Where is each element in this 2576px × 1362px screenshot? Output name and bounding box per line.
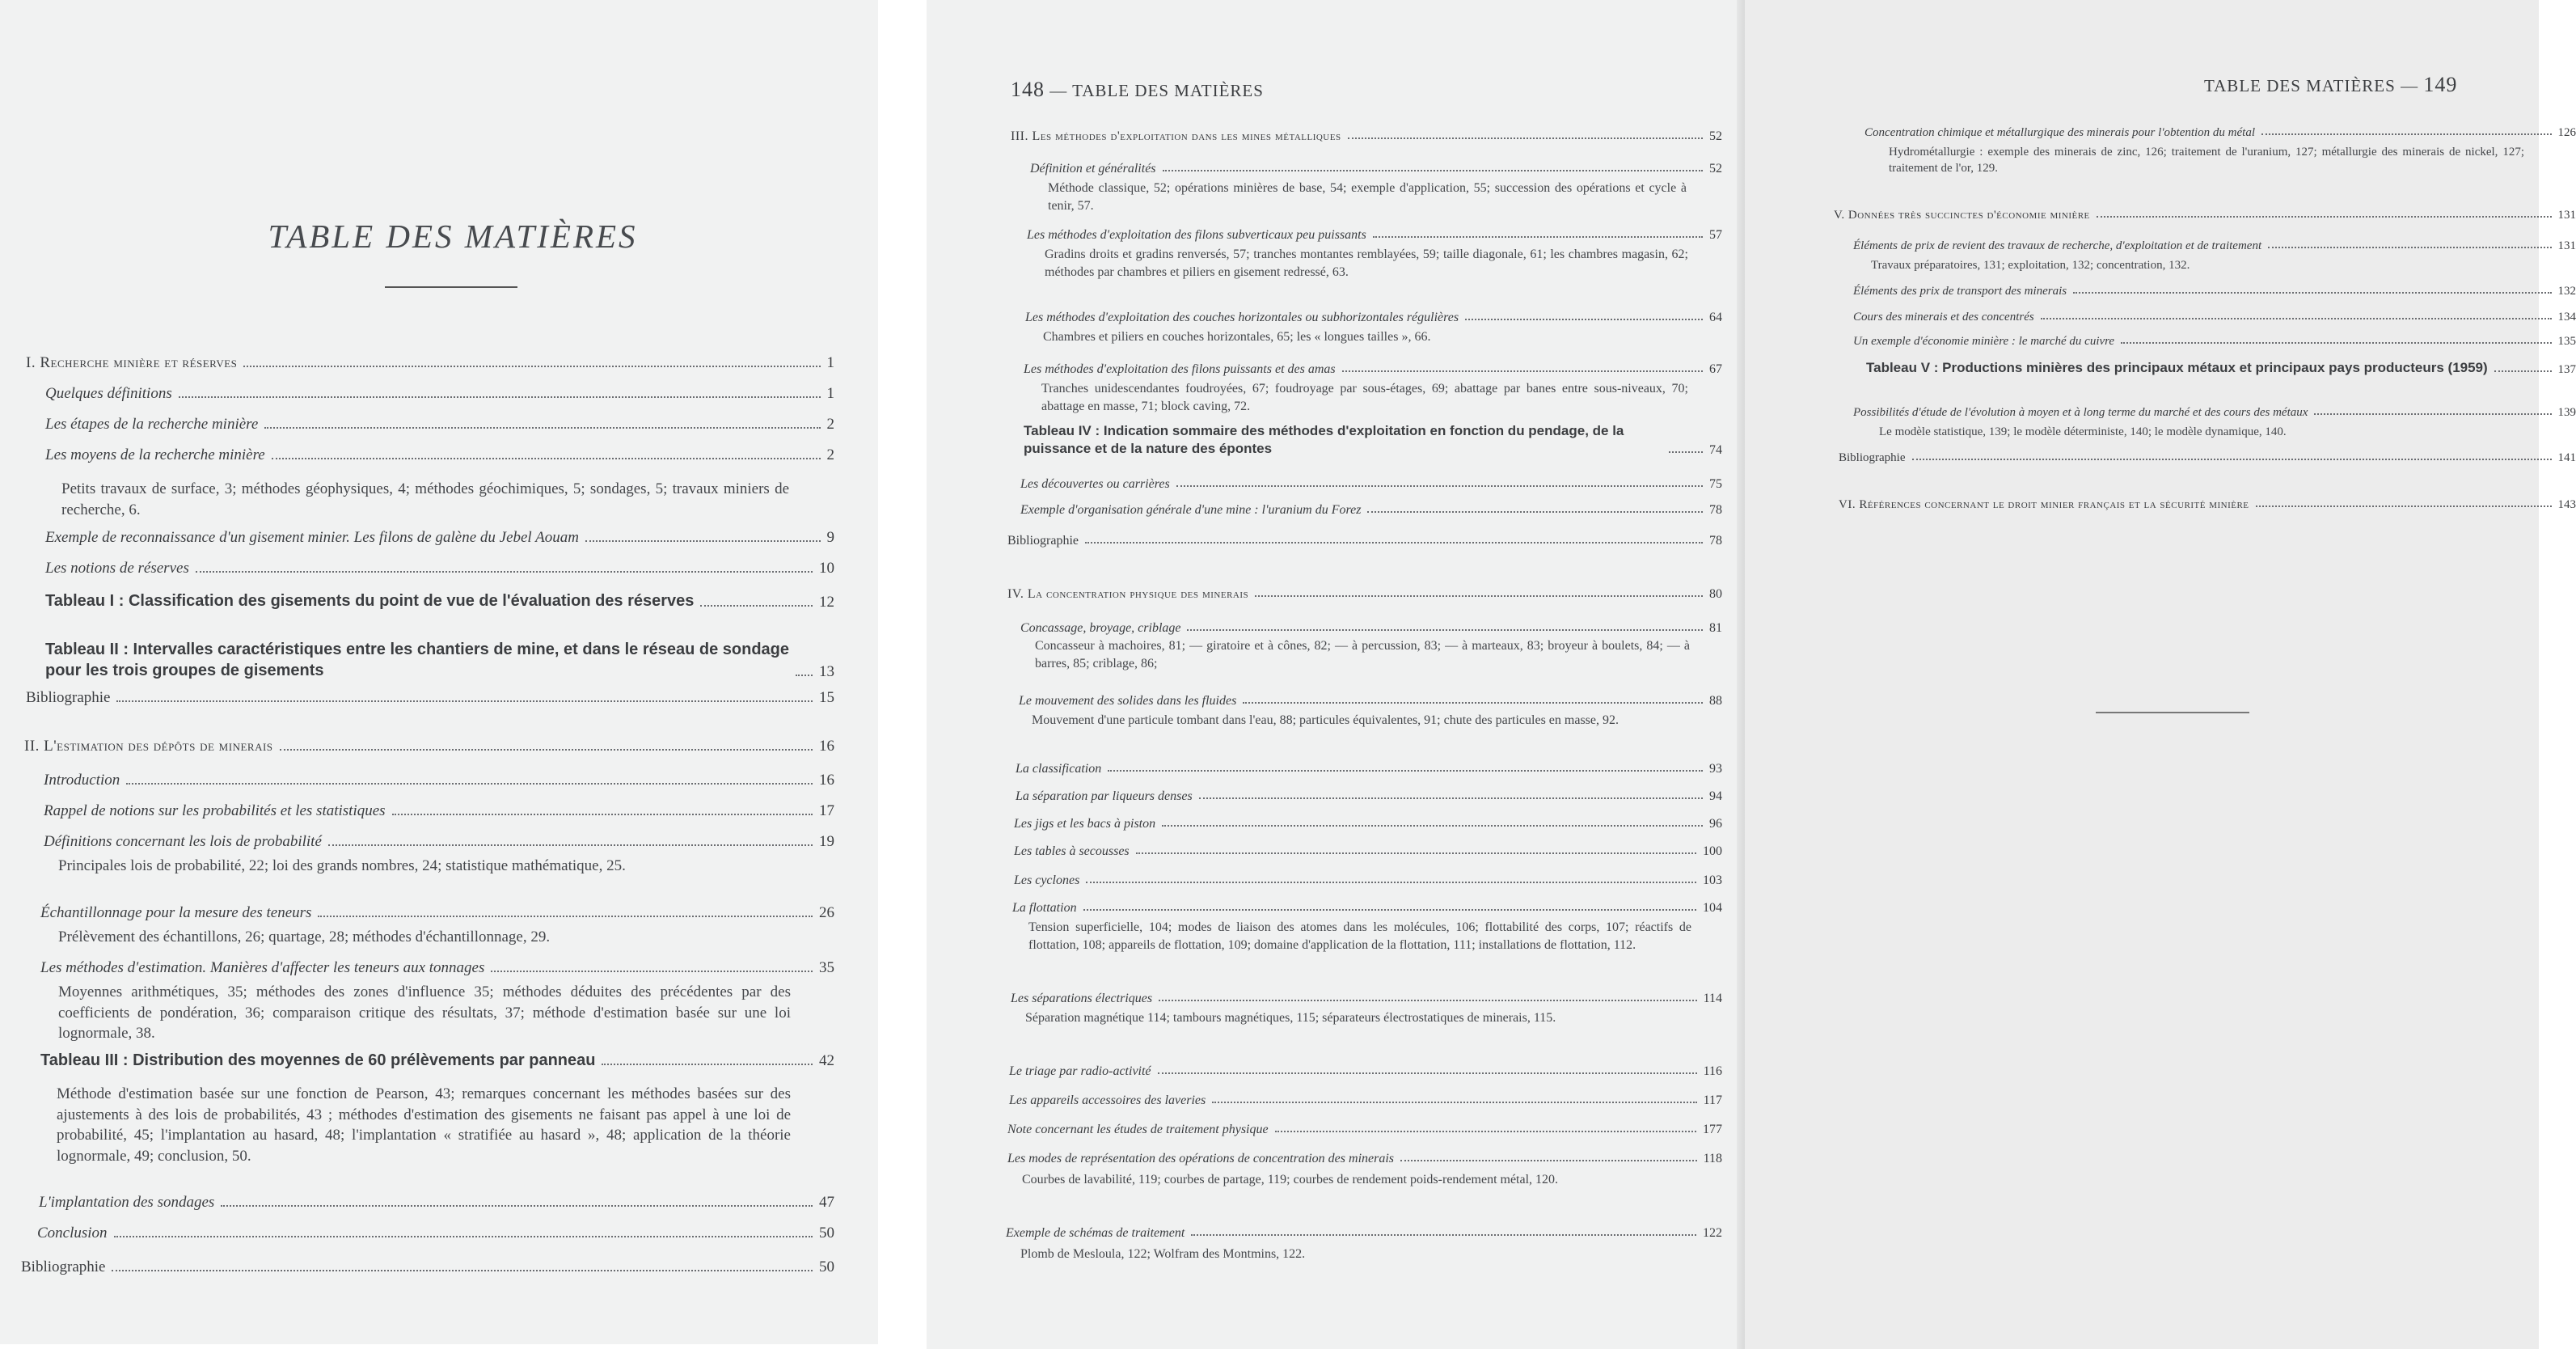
toc-item (1030, 162, 1722, 176)
toc-page: 96 (1709, 817, 1722, 831)
toc-label: Possibilités d'étude de l'évolution à moyen et à long terme du marché et des cours des métaux (1853, 406, 2308, 419)
toc-page: 103 (1703, 873, 1722, 887)
toc-page: 94 (1709, 789, 1722, 803)
toc-label: IV. La concentration physique des minerais (1007, 587, 1249, 601)
dot-leader (1348, 137, 1703, 139)
toc-page: 50 (819, 1258, 834, 1275)
toc-page: 50 (819, 1225, 834, 1241)
dot-leader (272, 458, 821, 459)
toc-page: 47 (819, 1194, 834, 1211)
dot-leader (1085, 542, 1703, 544)
dot-leader (1373, 236, 1703, 238)
toc-label: Tableau I : Classification des gisements du point de vue de l'évaluation des réserves (45, 592, 695, 610)
toc-label: Les découvertes ou carrières (1020, 477, 1170, 491)
toc-item (1016, 762, 1722, 776)
dot-leader (602, 1064, 813, 1065)
dot-leader (2121, 342, 2551, 344)
toc-label: V. Données très succinctes d'économie minière (1834, 209, 2090, 222)
toc-label: Concassage, broyage, criblage (1020, 621, 1181, 635)
toc-page: 57 (1709, 228, 1722, 242)
toc-label: Note concernant les études de traitement physique (1007, 1123, 1269, 1136)
toc-subnote: Plomb de Mesloula, 122; Wolfram des Montmins, 122. (1020, 1247, 1306, 1261)
toc-subnote: Méthode d'estimation basée sur une fonction de Pearson, 43; remarques concernant les méthodes basées sur des ajustements à des lois de probabilités, 43 ; méthodes d'estimation des gisements ne faisant pas appel à une loi de probabilité, 45; l'implantation au hasard, 48; l'implantation « stratifiée au hasard », 48; application de la théorie lognormale, 49; conclusion, 50. (57, 1085, 791, 1165)
toc-label: La séparation par liqueurs denses (1016, 789, 1193, 803)
toc-subnote: Prélèvement des échantillons, 26; quartage, 28; méthodes d'échantillonnage, 29. (58, 928, 551, 945)
toc-label: Les méthodes d'exploitation des filons puissants et des amas (1024, 362, 1336, 376)
dot-leader (1342, 370, 1703, 372)
toc-page: 2 (826, 416, 834, 433)
toc-subnote: Le modèle statistique, 139; le modèle déterministe, 140; le modèle dynamique, 140. (1879, 425, 2287, 438)
toc-label: Les méthodes d'exploitation des filons subverticaux peu puissants (1027, 228, 1366, 242)
toc-section-6 (1839, 498, 2576, 512)
toc-item (1014, 844, 1722, 859)
toc-item (1020, 477, 1722, 492)
toc-page: 42 (819, 1052, 834, 1069)
dot-leader (796, 675, 813, 676)
toc-page: 137 (2557, 363, 2576, 377)
toc-section-3 (1011, 129, 1722, 144)
toc-label: Définition et généralités (1030, 162, 1156, 176)
dot-leader (1275, 1131, 1696, 1132)
toc-page: 74 (1709, 443, 1722, 458)
toc-label: Les jigs et les bacs à piston (1014, 817, 1156, 831)
toc-subnote: Tension superficielle, 104; modes de liaison des atomes dans les molécules, 106; flottabilité des corps, 107; réactifs de flottation, 108; appareils de flottation, 109; domaine d'application de la flottation, 111; installations de flottation, 112. (1028, 920, 1691, 952)
dot-leader (1465, 319, 1703, 320)
toc-item (44, 772, 834, 789)
toc-bibliography (21, 1258, 834, 1276)
toc-section-4 (1007, 587, 1722, 602)
toc-page: 126 (2557, 126, 2576, 139)
toc-page: 93 (1709, 762, 1722, 776)
toc-subnote: Méthode classique, 52; opérations minières de base, 54; exemple d'application, 55; succession des opérations et cycle à tenir, 57. (1048, 181, 1687, 213)
toc-subnote: Gradins droits et gradins renversés, 57; tranches montantes remblayées, 59; taille diagonale, 61; les chambres magasin, 62; méthodes par chambres et piliers en gisement redressé, 63. (1045, 247, 1688, 279)
dot-leader (1400, 1160, 1697, 1161)
toc-page: 134 (2557, 311, 2576, 324)
toc-label: Les modes de représentation des opérations de concentration des minerais (1007, 1152, 1395, 1165)
dot-leader (1163, 170, 1703, 171)
toc-label: II. L'estimation des dépôts de minerais (24, 738, 273, 755)
toc-page: 81 (1709, 621, 1722, 635)
toc-item (1014, 817, 1722, 831)
toc-subnote: Mouvement d'une particule tombant dans l'eau, 88; particules équivalentes, 91; chute des particules en masse, 92. (1032, 713, 1619, 727)
right-page (1745, 0, 2576, 1349)
toc-page: 88 (1709, 694, 1722, 708)
toc-page: 26 (819, 904, 834, 921)
toc-page: 104 (1703, 901, 1722, 915)
dot-leader (2494, 370, 2552, 372)
toc-page: 139 (2557, 406, 2576, 419)
toc-label: III. Les méthodes d'exploitation dans les mines métalliques (1011, 129, 1341, 143)
toc-page: 15 (819, 689, 834, 706)
toc-label: Les méthodes d'estimation. Manières d'affecter les teneurs aux tonnages (40, 959, 485, 976)
dot-leader (1083, 909, 1696, 911)
toc-label: Échantillonnage pour la mesure des teneurs (40, 904, 312, 921)
toc-label: Éléments de prix de revient des travaux de recherche, d'exploitation et de traitement (1853, 239, 2262, 252)
toc-page: 10 (819, 560, 834, 577)
toc-page: 135 (2557, 335, 2576, 348)
dot-leader (2041, 318, 2552, 319)
toc-subnote: Petits travaux de surface, 3; méthodes géophysiques, 4; méthodes géochimiques, 5; sondages, 5; travaux miniers de recherche, 6. (61, 480, 789, 518)
toc-subnote: Tranches unidescendantes foudroyées, 67; foudroyage par sous-étages, 69; abattage par banes entre sous-niveaux, 70; abattage en masse, 71; block caving, 72. (1041, 382, 1688, 413)
toc-page: 35 (819, 959, 834, 976)
dot-leader (280, 749, 813, 751)
dot-leader (1912, 459, 2552, 460)
toc-page: 52 (1709, 162, 1722, 176)
toc-item (1012, 901, 1722, 916)
toc-label: Les méthodes d'exploitation des couches horizontales ou subhorizontales régulières (1025, 311, 1459, 324)
dot-leader (318, 916, 813, 917)
left-page (0, 0, 878, 1344)
toc-item (1007, 1152, 1722, 1166)
toc-item (1019, 694, 1722, 708)
dot-leader (328, 844, 813, 846)
dot-leader (700, 605, 813, 607)
toc-page: 131 (2557, 209, 2576, 222)
toc-page: 16 (819, 738, 834, 755)
end-rule (2096, 712, 2249, 713)
toc-label: Tableau IV : Indication sommaire des méthodes d'exploitation en fonction du pendage, de la puissance et de la nature des épontes (1024, 423, 1624, 457)
toc-page: 80 (1709, 587, 1722, 601)
dot-leader (1176, 485, 1703, 487)
toc-page: 16 (819, 772, 834, 789)
toc-page: 9 (826, 529, 834, 546)
dot-leader (1255, 595, 1703, 597)
toc-label: L'implantation des sondages (39, 1194, 215, 1211)
dot-leader (2268, 247, 2551, 248)
toc-label: Cours des minerais et des concentrés (1853, 311, 2034, 324)
toc-item (1016, 789, 1722, 804)
title-rule (385, 286, 517, 288)
dot-leader (491, 971, 813, 972)
dot-leader (1243, 702, 1703, 704)
toc-subnote: Séparation magnétique 114; tambours magnétiques, 115; séparateurs électrostatiques de minerais, 115. (1025, 1011, 1556, 1025)
toc-label: Tableau II : Intervalles caractéristiques entre les chantiers de mine, et dans le réseau de sondage pour les trois groupes de gisements (45, 641, 789, 679)
toc-item (40, 904, 834, 922)
toc-item (1024, 362, 1722, 377)
toc-page: 12 (819, 594, 834, 611)
toc-label: Un exemple d'économie minière : le marché du cuivre (1853, 335, 2115, 348)
toc-item (1853, 285, 2576, 298)
toc-item (45, 385, 834, 403)
toc-bibliography (1007, 534, 1722, 548)
toc-page: 116 (1703, 1064, 1722, 1078)
toc-label: Éléments des prix de transport des minerais (1853, 285, 2067, 298)
toc-item (1014, 873, 1722, 888)
toc-subnote: Concasseur à machoires, 81; — giratoire et à cônes, 82; — à percussion, 83; — à marteaux, 83; broyeur à boulets, 84; — à barres, 85; criblage, 86; (1035, 639, 1690, 670)
toc-item (45, 560, 834, 577)
toc-item (40, 959, 834, 977)
toc-subnote: Moyennes arithmétiques, 35; méthodes des zones d'influence 35; méthodes déduites des précédentes par des coefficients de pondération, 36; comparaison critique des résultats, 37; méthode d'estimation basée sur une loi lognormale, 38. (58, 983, 791, 1043)
dot-leader (112, 1270, 813, 1271)
toc-page: 1 (826, 354, 834, 371)
toc-item (1007, 1123, 1722, 1137)
toc-label: Le mouvement des solides dans les fluides (1019, 694, 1237, 708)
toc-label: Bibliographie (1007, 534, 1079, 548)
toc-item (1027, 228, 1722, 243)
toc-page: 2 (826, 446, 834, 463)
dot-leader (116, 700, 813, 702)
toc-label: Les séparations électriques (1011, 992, 1153, 1005)
dot-leader (1086, 882, 1696, 883)
toc-label: Quelques définitions (45, 385, 172, 402)
toc-subnote: Chambres et piliers en couches horizontales, 65; les « longues tailles », 66. (1043, 330, 1431, 344)
toc-label: Le triage par radio-activité (1009, 1064, 1151, 1078)
header-dash: — (1049, 81, 1068, 100)
toc-table-entry (1024, 422, 1722, 458)
toc-page: 75 (1709, 477, 1722, 491)
header-title: TABLE DES MATIÈRES (1072, 81, 1264, 100)
toc-label: Bibliographie (26, 689, 111, 706)
dot-leader (243, 366, 820, 367)
toc-section-1 (26, 354, 834, 372)
dot-leader (2256, 505, 2552, 507)
toc-bibliography (26, 689, 834, 707)
toc-item (1011, 992, 1722, 1006)
toc-table-entry (45, 639, 834, 681)
running-header (1011, 78, 1264, 102)
toc-subnote: Principales lois de probabilité, 22; loi des grands nombres, 24; statistique mathématique, 25. (58, 857, 626, 874)
toc-label: Exemple de reconnaissance d'un gisement minier. Les filons de galène du Jebel Aouam (45, 529, 579, 546)
toc-page: 13 (819, 663, 834, 680)
toc-page: 1 (826, 385, 834, 402)
dot-leader (1136, 852, 1696, 854)
header-dash: — (2401, 76, 2419, 95)
toc-table-entry (45, 590, 834, 611)
toc-label: Introduction (44, 772, 120, 789)
header-page-number: 149 (2423, 73, 2458, 96)
toc-page: 78 (1709, 503, 1722, 517)
toc-item (44, 833, 834, 851)
dot-leader (2097, 216, 2552, 218)
toc-page: 17 (819, 802, 834, 819)
dot-leader (264, 427, 820, 429)
toc-label: Tableau III : Distribution des moyennes de 60 prélèvements par panneau (40, 1051, 596, 1069)
dot-leader (1669, 451, 1703, 453)
header-page-number: 148 (1011, 78, 1045, 101)
dot-leader (126, 783, 813, 785)
toc-subnote: Hydrométallurgie : exemple des minerais de zinc, 126; traitement de l'uranium, 127; métallurgie des minerais de nickel, 127; traitement de l'or, 129. (1889, 146, 2524, 176)
toc-item (1853, 406, 2576, 420)
toc-item (1009, 1093, 1722, 1108)
dot-leader (1191, 1234, 1696, 1236)
toc-item (1853, 239, 2576, 253)
toc-table-entry (1866, 359, 2576, 377)
dot-leader (114, 1236, 813, 1237)
toc-item (1020, 503, 1722, 518)
toc-page: 52 (1709, 129, 1722, 143)
toc-table-entry (40, 1051, 834, 1070)
toc-item (45, 446, 834, 464)
toc-item (1025, 311, 1722, 325)
dot-leader (196, 571, 813, 573)
toc-label: Les étapes de la recherche minière (45, 416, 259, 433)
dot-leader (2073, 292, 2551, 294)
toc-page: 141 (2557, 451, 2576, 464)
running-header (2204, 73, 2457, 97)
toc-item (1864, 126, 2576, 140)
toc-label: Les notions de réserves (45, 560, 189, 577)
toc-page: 143 (2557, 498, 2576, 511)
toc-page: 132 (2557, 285, 2576, 298)
toc-label: VI. Références concernant le droit minier français et la sécurité minière (1839, 498, 2249, 511)
dot-leader (1367, 511, 1703, 513)
dot-leader (2314, 413, 2551, 415)
dot-leader (1187, 629, 1703, 631)
toc-item (45, 529, 834, 547)
toc-section-5 (1834, 209, 2576, 222)
toc-page: 19 (819, 833, 834, 850)
toc-label: Bibliographie (1839, 451, 1906, 464)
middle-page (927, 0, 1745, 1349)
toc-page: 78 (1709, 534, 1722, 548)
toc-item (39, 1194, 834, 1212)
dot-leader (585, 540, 821, 542)
toc-label: Tableau V : Productions minières des principaux métaux et principaux pays producteurs (1959) (1866, 360, 2488, 375)
toc-label: Les appareils accessoires des laveries (1009, 1093, 1206, 1107)
toc-page: 131 (2557, 239, 2576, 252)
toc-label: Rappel de notions sur les probabilités et les statistiques (44, 802, 386, 819)
toc-label: I. Recherche minière et réserves (26, 354, 238, 371)
dot-leader (1159, 1000, 1697, 1001)
toc-page: 122 (1703, 1226, 1722, 1240)
toc-page: 117 (1703, 1093, 1722, 1107)
toc-item (44, 802, 834, 820)
page-title: TABLE DES MATIÈRES (268, 218, 638, 255)
toc-label: Les tables à secousses (1014, 844, 1130, 858)
dot-leader (1162, 825, 1703, 827)
toc-label: Conclusion (37, 1225, 108, 1241)
toc-item (1853, 335, 2576, 349)
toc-item (1020, 621, 1722, 636)
toc-label: Exemple de schémas de traitement (1006, 1226, 1185, 1240)
toc-item (37, 1225, 834, 1242)
toc-label: Concentration chimique et métallurgique des minerais pour l'obtention du métal (1864, 126, 2256, 139)
dot-leader (1212, 1102, 1696, 1103)
toc-item (1009, 1064, 1722, 1079)
toc-section-2 (24, 738, 834, 755)
toc-page: 118 (1703, 1152, 1722, 1165)
dot-leader (1158, 1072, 1697, 1074)
toc-page: 64 (1709, 311, 1722, 324)
dot-leader (1108, 770, 1703, 772)
toc-label: Exemple d'organisation générale d'une mine : l'uranium du Forez (1020, 503, 1362, 517)
toc-label: Les cyclones (1014, 873, 1080, 887)
toc-page: 100 (1703, 844, 1722, 858)
toc-label: Bibliographie (21, 1258, 106, 1275)
toc-item (45, 416, 834, 434)
dot-leader (1199, 797, 1703, 799)
toc-subnote: Travaux préparatoires, 131; exploitation, 132; concentration, 132. (1871, 259, 2190, 272)
dot-leader (221, 1205, 813, 1207)
toc-item (1006, 1226, 1722, 1241)
toc-label: La classification (1016, 762, 1102, 776)
toc-subnote: Courbes de lavabilité, 119; courbes de partage, 119; courbes de rendement poids-rendement métal, 120. (1022, 1173, 1559, 1186)
toc-label: Définitions concernant les lois de probabilité (44, 833, 322, 850)
toc-page: 114 (1703, 992, 1722, 1005)
toc-page: 67 (1709, 362, 1722, 376)
toc-bibliography (1839, 451, 2576, 465)
dot-leader (2261, 133, 2551, 135)
header-title: TABLE DES MATIÈRES (2204, 76, 2396, 95)
toc-label: Les moyens de la recherche minière (45, 446, 265, 463)
dot-leader (179, 396, 821, 398)
toc-page: 177 (1703, 1123, 1722, 1136)
toc-label: La flottation (1012, 901, 1077, 915)
toc-item (1853, 311, 2576, 324)
dot-leader (392, 814, 813, 815)
